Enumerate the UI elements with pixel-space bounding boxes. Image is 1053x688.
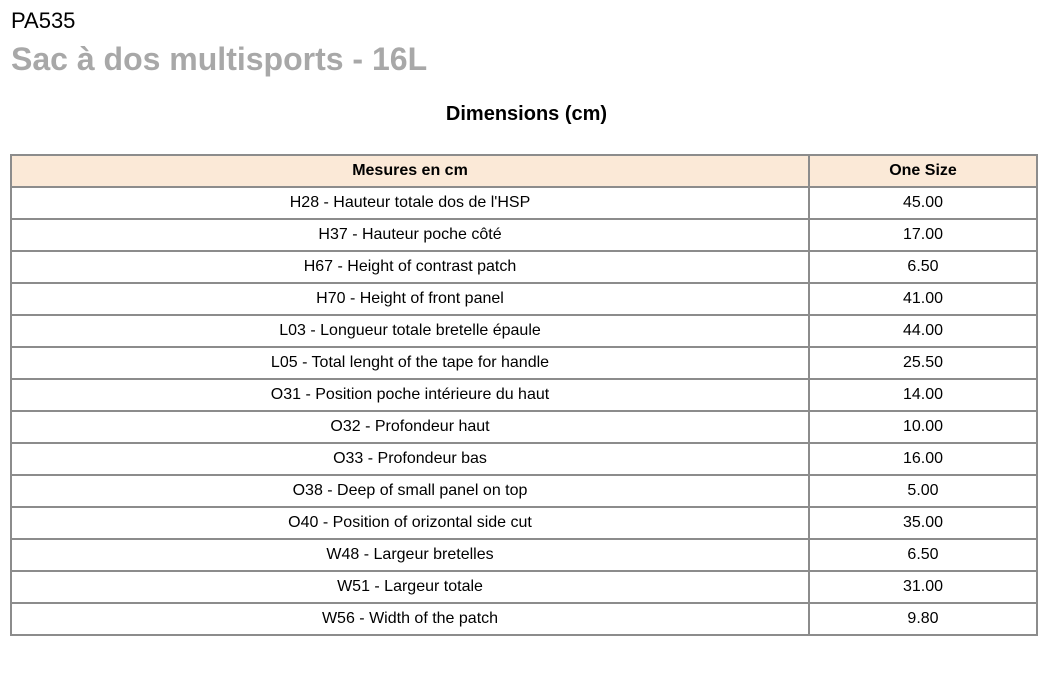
value-cell: 10.00 (809, 411, 1037, 443)
value-cell: 41.00 (809, 283, 1037, 315)
value-cell: 16.00 (809, 443, 1037, 475)
measure-cell: H37 - Hauteur poche côté (11, 219, 809, 251)
measure-cell: W51 - Largeur totale (11, 571, 809, 603)
table-row (11, 219, 1037, 251)
column-header-measure: Mesures en cm (11, 155, 809, 187)
measure-cell: O32 - Profondeur haut (11, 411, 809, 443)
measure-cell: H67 - Height of contrast patch (11, 251, 809, 283)
measure-cell: O33 - Profondeur bas (11, 443, 809, 475)
table-header-row (11, 155, 1037, 187)
value-cell: 31.00 (809, 571, 1037, 603)
value-cell: 5.00 (809, 475, 1037, 507)
table-row (11, 571, 1037, 603)
table-row (11, 411, 1037, 443)
table-row (11, 539, 1037, 571)
column-header-size: One Size (809, 155, 1037, 187)
value-cell: 17.00 (809, 219, 1037, 251)
product-title: Sac à dos multisports - 16L (11, 41, 428, 77)
table-row (11, 603, 1037, 635)
value-cell: 9.80 (809, 603, 1037, 635)
dimensions-table (10, 154, 1038, 636)
measure-cell: H28 - Hauteur totale dos de l'HSP (11, 187, 809, 219)
table-row (11, 379, 1037, 411)
product-code: PA535 (11, 8, 76, 33)
table-row (11, 475, 1037, 507)
table-row (11, 347, 1037, 379)
table-row (11, 507, 1037, 539)
measure-cell: H70 - Height of front panel (11, 283, 809, 315)
value-cell: 6.50 (809, 539, 1037, 571)
value-cell: 14.00 (809, 379, 1037, 411)
table-row (11, 251, 1037, 283)
value-cell: 25.50 (809, 347, 1037, 379)
measure-cell: L05 - Total lenght of the tape for handle (11, 347, 809, 379)
measure-cell: O40 - Position of orizontal side cut (11, 507, 809, 539)
measure-cell: L03 - Longueur totale bretelle épaule (11, 315, 809, 347)
value-cell: 45.00 (809, 187, 1037, 219)
measure-cell: W48 - Largeur bretelles (11, 539, 809, 571)
measure-cell: O31 - Position poche intérieure du haut (11, 379, 809, 411)
table-row (11, 443, 1037, 475)
value-cell: 35.00 (809, 507, 1037, 539)
value-cell: 6.50 (809, 251, 1037, 283)
table-row (11, 315, 1037, 347)
section-title: Dimensions (cm) (445, 103, 608, 125)
table-row (11, 187, 1037, 219)
value-cell: 44.00 (809, 315, 1037, 347)
measure-cell: W56 - Width of the patch (11, 603, 809, 635)
measure-cell: O38 - Deep of small panel on top (11, 475, 809, 507)
table-row (11, 283, 1037, 315)
